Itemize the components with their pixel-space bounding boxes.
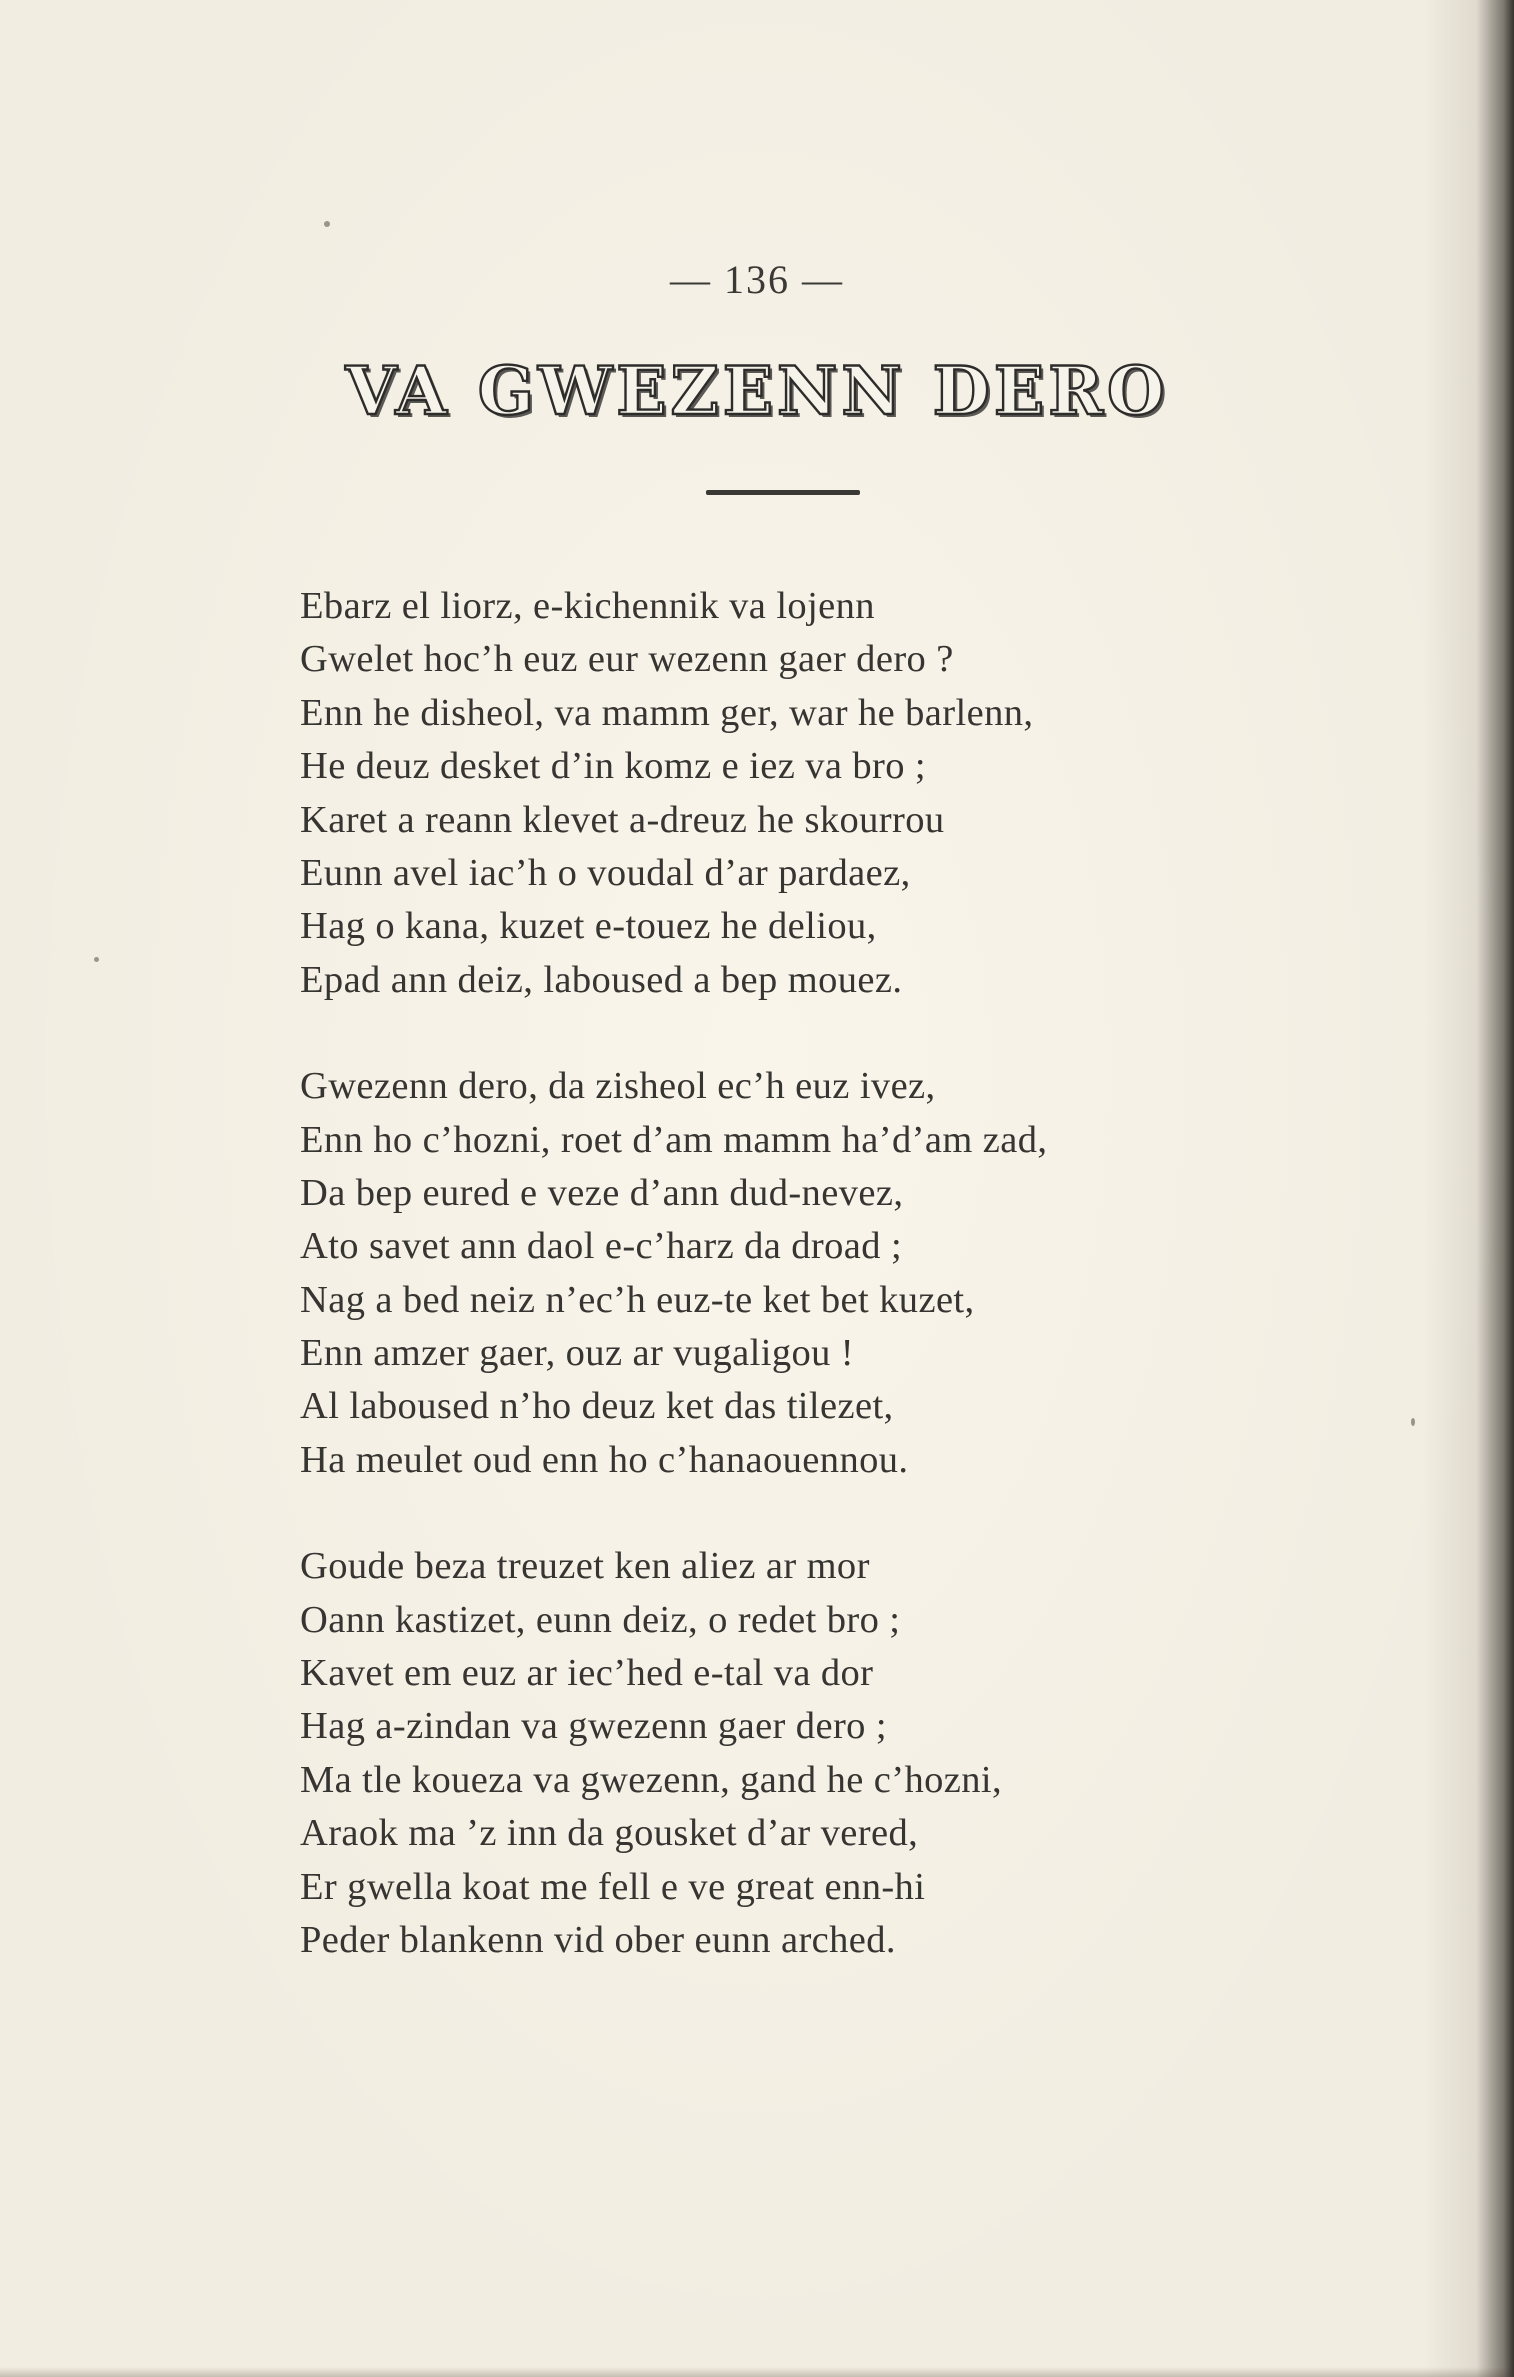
- poem-line: Nag a bed neiz n’ec’h euz-te ket bet kuzet,: [300, 1278, 975, 1321]
- poem-line: Hag a-zindan va gwezenn gaer dero ;: [300, 1705, 887, 1748]
- poem-line: Ebarz el liorz, e-kichennik va lojenn: [300, 585, 875, 627]
- page-number: — 136 —: [670, 257, 844, 302]
- poem-line: Da bep eured e veze d’ann dud-nevez,: [300, 1171, 904, 1214]
- poem-line: Kavet em euz ar iec’hed e-tal va dor: [300, 1652, 874, 1695]
- poem-line: Hag o kana, kuzet e-touez he deliou,: [300, 905, 877, 948]
- stanza-3: [300, 1540, 1260, 1967]
- poem-line: Epad ann deiz, laboused a bep mouez.: [300, 958, 903, 1001]
- poem-line: He deuz desket d’in komz e iez va bro ;: [300, 745, 927, 788]
- poem-line: Enn he disheol, va mamm ger, war he barlenn,: [300, 691, 1034, 734]
- page-bottom-shadow: [0, 2367, 1514, 2377]
- poem-line: Peder blankenn vid ober eunn arched.: [300, 1918, 896, 1961]
- poem-line: Enn amzer gaer, ouz ar vugaligou !: [300, 1332, 855, 1375]
- poem-body: [300, 580, 1260, 2020]
- poem-line: Ato savet ann daol e-c’harz da droad ;: [300, 1225, 903, 1268]
- poem-line: Araok ma ’z inn da gousket d’ar vered,: [300, 1812, 919, 1855]
- ink-speck: [1411, 1418, 1415, 1426]
- ink-speck: [94, 957, 99, 962]
- poem-line: Ma tle koueza va gwezenn, gand he c’hozni,: [300, 1758, 1003, 1801]
- poem-line: Goude beza treuzet ken aliez ar mor: [300, 1545, 870, 1588]
- title-divider: [706, 490, 860, 495]
- stanza-1: [300, 580, 1260, 1007]
- poem-line: Er gwella koat me fell e ve great enn-hi: [300, 1865, 926, 1908]
- ink-speck: [324, 221, 330, 227]
- poem-line: Oann kastizet, eunn deiz, o redet bro ;: [300, 1598, 901, 1641]
- stanza-2: [300, 1060, 1260, 1487]
- poem-line: Eunn avel iac’h o voudal d’ar pardaez,: [300, 851, 911, 894]
- poem-line: Ha meulet oud enn ho c’hanaouennou.: [300, 1438, 909, 1481]
- poem-line: Gwelet hoc’h euz eur wezenn gaer dero ?: [300, 638, 954, 681]
- poem-title: VA GWEZENN DERO: [345, 352, 1169, 430]
- poem-line: Gwezenn dero, da zisheol ec’h euz ivez,: [300, 1065, 936, 1108]
- poem-line: Karet a reann klevet a-dreuz he skourrou: [300, 798, 945, 841]
- poem-line: Al laboused n’ho deuz ket das tilezet,: [300, 1385, 894, 1428]
- poem-line: Enn ho c’hozni, roet d’am mamm ha’d’am zad,: [300, 1118, 1048, 1161]
